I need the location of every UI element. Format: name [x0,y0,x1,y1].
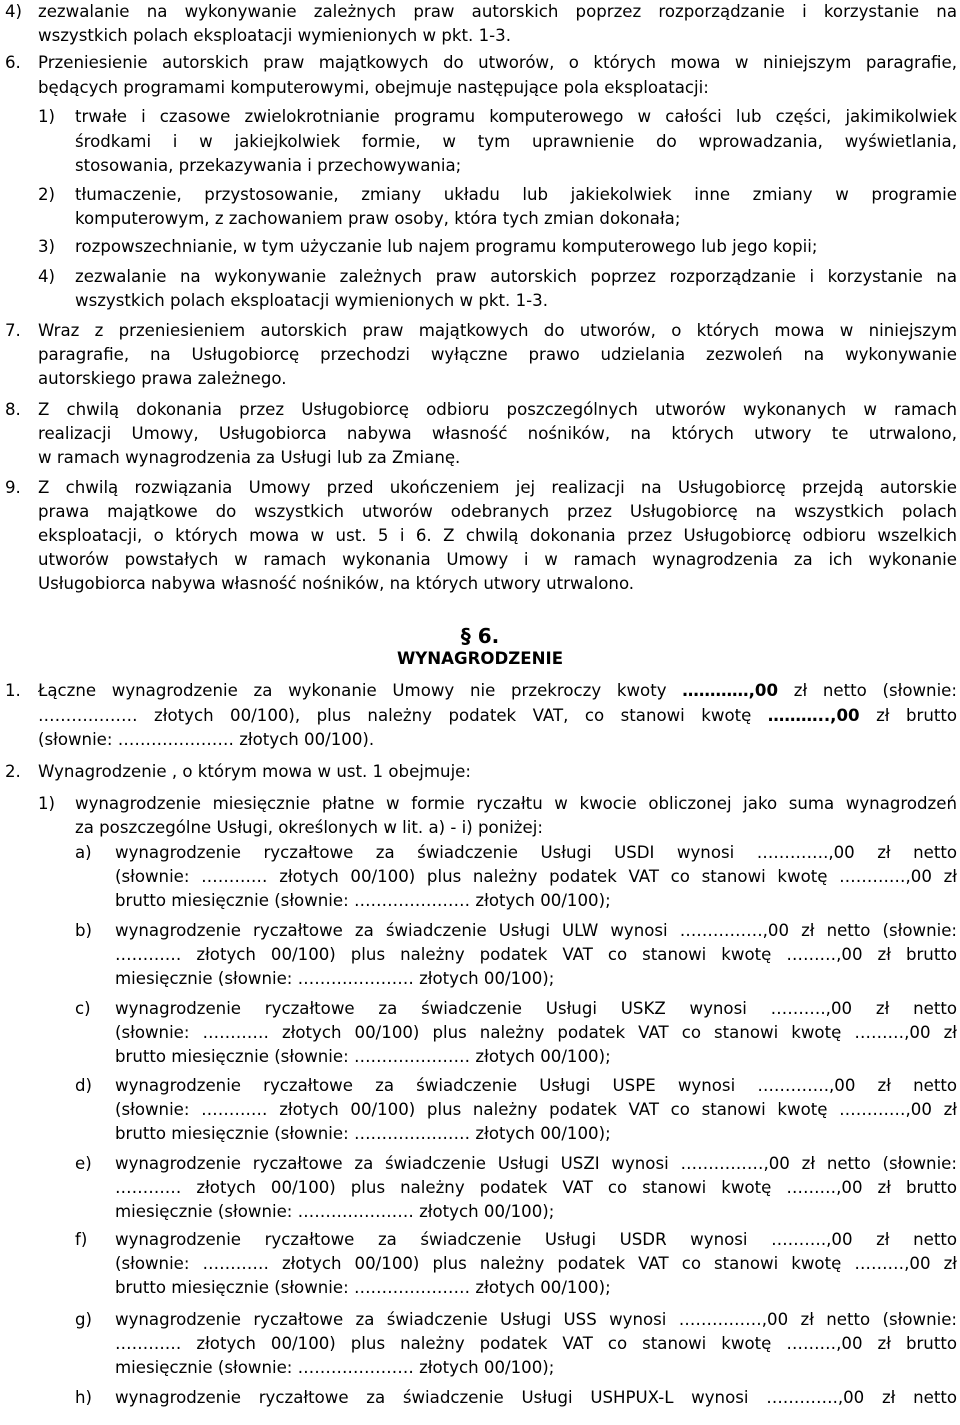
text-line: (słownie: ………… złotych 00/100) plus należny podatek VAT co stanowi kwotę ………,00 zł [115,1023,957,1042]
text-line: (słownie: ………………… złotych 00/100). [38,730,375,749]
list-marker: f) [75,1230,88,1249]
text-line: wynagrodzenie ryczałtowe za świadczenie Usługi USHPUX-L wynosi ………….,00 zł netto [115,1388,957,1407]
text-line: (słownie: ………… złotych 00/100) plus należny podatek VAT co stanowi kwotę …………,00 zł [115,1100,957,1119]
text-line [38,679,957,703]
text-line: trwałe i czasowe zwielokrotnianie programu komputerowego w całości lub części, jakimikolwiek [75,107,957,126]
text-line: Z chwilą rozwiązania Umowy przed ukończeniem jej realizacji na Usługobiorcę przejdą autorskie [38,478,957,497]
text-line: brutto miesięcznie (słownie: ………………… złotych 00/100); [115,1047,611,1066]
text-line: miesięcznie (słownie: ………………… złotych 00/100); [115,1202,555,1221]
list-marker: 1) [38,794,56,813]
text-line: ………… złotych 00/100) plus należny podatek VAT co stanowi kwotę ………,00 zł brutto [115,945,957,964]
list-marker: 4) [38,267,56,286]
text-line: wynagrodzenie ryczałtowe za świadczenie Usługi USDR wynosi ……….,00 zł netto [115,1230,957,1249]
list-marker: 2. [5,762,21,781]
text-line: ………… złotych 00/100) plus należny podatek VAT co stanowi kwotę ………,00 zł brutto [115,1178,957,1197]
text-line: wynagrodzenie ryczałtowe za świadczenie Usługi ULW wynosi ……………,00 zł netto (słownie: [115,921,957,940]
text-line: Przeniesienie autorskich praw majątkowych do utworów, o których mowa w niniejszym paragrafie, [38,53,957,72]
text-line: autorskiego prawa zależnego. [38,369,287,388]
text-line: wynagrodzenie ryczałtowe za świadczenie Usługi USDI wynosi ………….,00 zł netto [115,843,957,862]
text-line: brutto miesięcznie (słownie: ………………… złotych 00/100); [115,1278,611,1297]
text-line: stosowania, przekazywania i przechowywania; [75,156,462,175]
text-line: realizacji Umowy, Usługobiorca nabywa własność nośników, na których utwory te utrwalono, [38,424,957,443]
text-line: utworów powstałych w ramach wykonania Umowy i w ramach wynagrodzenia za ich wykonanie [38,550,957,569]
text-line: komputerowym, z zachowaniem praw osoby, która tych zmian dokonała; [75,209,681,228]
text-line: wszystkich polach eksploatacji wymienionych w pkt. 1-3. [75,291,548,310]
list-marker: 3) [38,237,56,256]
text-line: zezwalanie na wykonywanie zależnych praw autorskich poprzez rozporządzanie i korzystanie na [75,267,957,286]
text-line: Z chwilą dokonania przez Usługobiorcę odbioru poszczególnych utworów wykonanych w ramach [38,400,957,419]
list-marker: 9. [5,478,21,497]
text-line: wynagrodzenie ryczałtowe za świadczenie Usługi USPE wynosi ………….,00 zł netto [115,1076,957,1095]
section-title: WYNAGRODZENIE [396,649,564,668]
text-line: miesięcznie (słownie: ………………… złotych 00/100); [115,969,555,988]
amount-placeholder: ………..,00 [767,706,860,725]
list-marker: 7. [5,321,21,340]
section-number: § 6. [460,624,500,648]
list-marker: g) [75,1310,93,1329]
list-marker: b) [75,921,93,940]
list-marker: c) [75,999,91,1018]
text-line: brutto miesięcznie (słownie: ………………… złotych 00/100); [115,891,611,910]
text-line: Wraz z przeniesieniem autorskich praw majątkowych do utworów, o których mowa w niniejszym [38,321,957,340]
text-line: brutto miesięcznie (słownie: ………………… złotych 00/100); [115,1124,611,1143]
list-marker: 8. [5,400,21,419]
text-line: tłumaczenie, przystosowanie, zmiany układu lub jakiekolwiek inne zmiany w programie [75,185,957,204]
text-segment: Łączne wynagrodzenie za wykonanie Umowy nie przekroczy kwoty [38,681,683,700]
text-segment: ……………… złotych 00/100), plus należny podatek VAT, co stanowi kwotę [38,706,768,725]
text-line [38,704,957,728]
text-line: wynagrodzenie miesięcznie płatne w formie ryczałtu w kwocie obliczonej jako suma wynagrodzeń [75,794,957,813]
list-marker: 4) [5,2,23,21]
text-line: wszystkich polach eksploatacji wymienionych w pkt. 1-3. [38,26,511,45]
text-line: (słownie: ………… złotych 00/100) plus należny podatek VAT co stanowi kwotę ………,00 zł [115,1254,957,1273]
amount-placeholder: …………,00 [682,681,779,700]
text-line: będących programami komputerowymi, obejmuje następujące pola eksploatacji: [38,78,709,97]
list-marker: e) [75,1154,92,1173]
text-line: zezwalanie na wykonywanie zależnych praw autorskich poprzez rozporządzanie i korzystanie na [38,2,957,21]
text-line: (słownie: ………… złotych 00/100) plus należny podatek VAT co stanowi kwotę …………,00 zł [115,867,957,886]
text-line: wynagrodzenie ryczałtowe za świadczenie Usługi USZI wynosi ……………,00 zł netto (słownie: [115,1154,957,1173]
text-line: za poszczególne Usługi, określonych w lit. a) - i) poniżej: [75,818,543,837]
list-marker: 1) [38,107,56,126]
list-marker: 1. [5,681,21,700]
text-line: rozpowszechnianie, w tym użyczanie lub najem programu komputerowego lub jego kopii; [75,237,818,256]
text-line: wynagrodzenie ryczałtowe za świadczenie Usługi USS wynosi ……………,00 zł netto (słownie: [115,1310,957,1329]
text-segment: zł brutto [859,706,958,725]
text-line: eksploatacji, o których mowa w ust. 5 i 6. Z chwilą dokonania przez Usługobiorcę odbioru wszelkich [38,526,957,545]
text-line: paragrafie, na Usługobiorcę przechodzi wyłączne prawo udzielania zezwoleń na wykonywanie [38,345,957,364]
text-line: miesięcznie (słownie: ………………… złotych 00/100); [115,1358,555,1377]
list-marker: 6. [5,53,21,72]
list-marker: a) [75,843,92,862]
list-marker: d) [75,1076,93,1095]
list-marker: h) [75,1388,92,1407]
text-line: wynagrodzenie ryczałtowe za świadczenie Usługi USKZ wynosi ……….,00 zł netto [115,999,957,1018]
list-marker: 2) [38,185,56,204]
text-segment: zł netto (słownie: [778,681,957,700]
text-line: w ramach wynagrodzenia za Usługi lub za Zmianę. [38,448,461,467]
text-line: Usługobiorca nabywa własność nośników, na których utwory utrwalono. [38,574,635,593]
text-line: prawa majątkowe do wszystkich utworów odebranych przez Usługobiorcę na wszystkich polach [38,502,957,521]
text-line: Wynagrodzenie , o którym mowa w ust. 1 obejmuje: [38,762,471,781]
text-line: ………… złotych 00/100) plus należny podatek VAT co stanowi kwotę ………,00 zł brutto [115,1334,957,1353]
text-line: środkami i w jakiejkolwiek formie, w tym uprawnienie do wprowadzania, wyświetlania, [75,132,957,151]
